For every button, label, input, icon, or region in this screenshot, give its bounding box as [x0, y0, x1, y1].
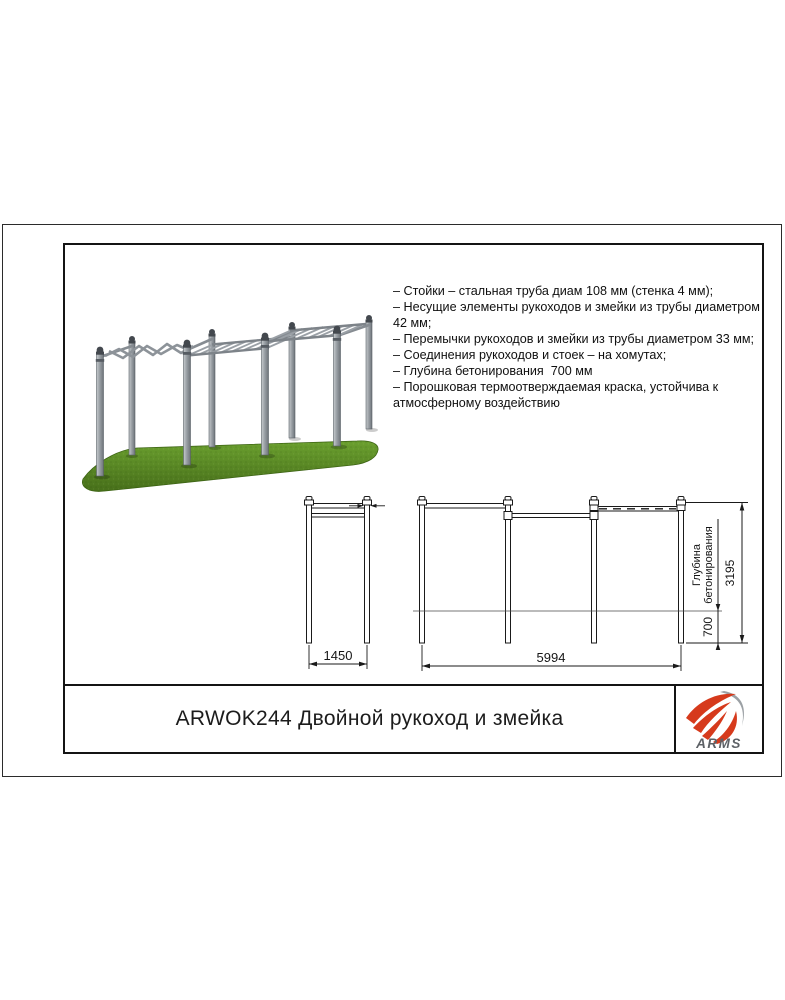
product-render-svg	[75, 295, 395, 500]
technical-drawing	[285, 490, 763, 685]
spec-item: – Порошковая термоотверждаемая краска, устойчива к атмосферному воздействию	[393, 380, 719, 410]
front-view	[305, 497, 386, 644]
spec-item: – Перемычки рукоходов и змейки из трубы диаметром 33 мм;	[393, 332, 755, 346]
arms-logo	[678, 688, 760, 750]
spec-item: – Несущие элементы рукоходов и змейки из трубы диаметром 42 мм;	[393, 300, 760, 330]
dim-depth-value: 700	[701, 616, 715, 638]
dim-depth-label-line2: бетонирования	[703, 526, 715, 604]
dim-length-value: 5994	[536, 650, 566, 665]
dim-total-height-value: 3195	[723, 559, 737, 587]
dim-width-value: 1450	[323, 648, 353, 663]
spec-item: – Соединения рукоходов и стоек – на хомутах;	[393, 348, 667, 362]
side-view-dimension	[422, 645, 681, 671]
spec-item: – Стойки – стальная труба диам 108 мм (стенка 4 мм);	[393, 284, 714, 298]
product-render	[75, 295, 395, 500]
dim-depth-label-line1: Глубина	[691, 543, 703, 587]
page-title: ARWOK244 Двойной рукоход и змейка	[175, 707, 564, 730]
sheet-frame	[63, 243, 764, 754]
front-view-dimension	[309, 645, 367, 669]
spec-list	[393, 283, 771, 411]
technical-drawing-svg	[285, 490, 763, 685]
arms-logo-text: ARMS	[696, 736, 742, 750]
title-cell	[65, 686, 676, 752]
ladder-high	[265, 324, 366, 342]
page-border	[2, 224, 782, 777]
spec-item: – Глубина бетонирования 700 мм	[393, 364, 593, 378]
height-dimensions	[686, 503, 748, 651]
title-block	[65, 684, 762, 752]
logo-cell	[676, 686, 762, 752]
side-view	[418, 497, 686, 644]
